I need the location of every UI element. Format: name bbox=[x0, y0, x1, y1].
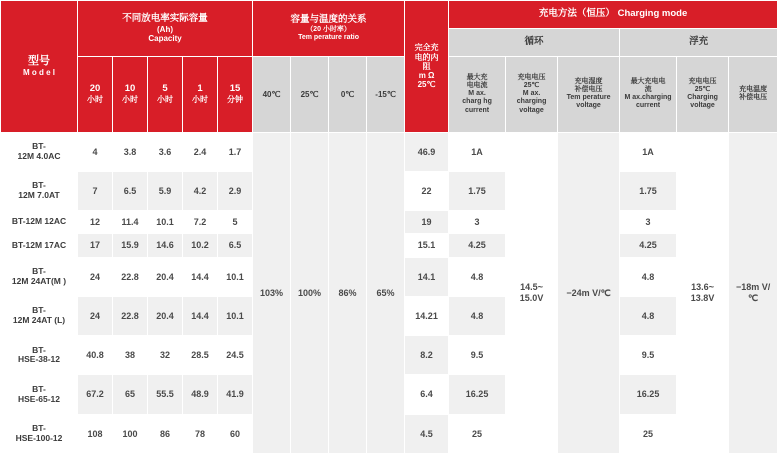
row-model: BT-12M 12AC bbox=[1, 211, 78, 234]
cell-capacity-5h: 3.6 bbox=[148, 132, 183, 171]
row-model: BT- 12M 7.0AT bbox=[1, 171, 78, 210]
header-cycle-temp-voltage: 充电湿度 补偿电压 Tem perature voltage bbox=[558, 57, 620, 132]
header-temp-minus15: -15℃ bbox=[367, 57, 405, 132]
cell-capacity-1h: 10.2 bbox=[183, 234, 218, 257]
cell-capacity-5h: 55.5 bbox=[148, 375, 183, 414]
cell-capacity-20h: 40.8 bbox=[78, 336, 113, 375]
row-model: BT- HSE-65-12 bbox=[1, 375, 78, 414]
cell-capacity-15min: 10.1 bbox=[218, 296, 253, 335]
cell-capacity-5h: 32 bbox=[148, 336, 183, 375]
header-capacity-10h: 10 小时 bbox=[113, 57, 148, 132]
cell-cycle-current: 9.5 bbox=[449, 336, 506, 375]
cell-capacity-1h: 2.4 bbox=[183, 132, 218, 171]
cell-capacity-20h: 108 bbox=[78, 414, 113, 453]
cell-float-current: 1.75 bbox=[620, 171, 677, 210]
cell-cycle-current: 16.25 bbox=[449, 375, 506, 414]
cell-capacity-10h: 100 bbox=[113, 414, 148, 453]
cell-float-current: 4.8 bbox=[620, 257, 677, 296]
cell-capacity-1h: 4.2 bbox=[183, 171, 218, 210]
cell-capacity-1h: 7.2 bbox=[183, 211, 218, 234]
cell-float-current: 1A bbox=[620, 132, 677, 171]
cell-cycle-current: 1.75 bbox=[449, 171, 506, 210]
cell-float-current: 16.25 bbox=[620, 375, 677, 414]
cell-cycle-current: 4.25 bbox=[449, 234, 506, 257]
cell-resistance: 8.2 bbox=[405, 336, 449, 375]
cell-capacity-5h: 5.9 bbox=[148, 171, 183, 210]
row-model: BT- HSE-100-12 bbox=[1, 414, 78, 453]
cell-cycle-voltage: 14.5~ 15.0V bbox=[506, 132, 558, 453]
cell-resistance: 14.21 bbox=[405, 296, 449, 335]
cell-cycle-current: 25 bbox=[449, 414, 506, 453]
cell-capacity-20h: 7 bbox=[78, 171, 113, 210]
cell-capacity-5h: 86 bbox=[148, 414, 183, 453]
cell-resistance: 6.4 bbox=[405, 375, 449, 414]
header-capacity-1h: 1 小时 bbox=[183, 57, 218, 132]
cell-cycle-temp-voltage: −24m V/℃ bbox=[558, 132, 620, 453]
header-cycle: 循环 bbox=[449, 29, 620, 57]
cell-capacity-1h: 28.5 bbox=[183, 336, 218, 375]
cell-capacity-15min: 24.5 bbox=[218, 336, 253, 375]
header-float-max-current: 最大充电电 流 M ax.charging current bbox=[620, 57, 677, 132]
header-capacity-5h: 5 小时 bbox=[148, 57, 183, 132]
cell-float-current: 3 bbox=[620, 211, 677, 234]
cell-float-temp-voltage: −18m V/℃ bbox=[729, 132, 777, 453]
cell-resistance: 19 bbox=[405, 211, 449, 234]
cell-capacity-10h: 22.8 bbox=[113, 296, 148, 335]
header-cycle-max-current: 最大充 电电流 M ax. charg hg current bbox=[449, 57, 506, 132]
cell-capacity-5h: 20.4 bbox=[148, 257, 183, 296]
header-row-1 bbox=[1, 1, 777, 29]
cell-capacity-10h: 22.8 bbox=[113, 257, 148, 296]
cell-capacity-15min: 6.5 bbox=[218, 234, 253, 257]
cell-capacity-15min: 5 bbox=[218, 211, 253, 234]
header-cycle-voltage: 充电电压 25℃ M ax. charging voltage bbox=[506, 57, 558, 132]
cell-float-current: 4.8 bbox=[620, 296, 677, 335]
cell-temp-25: 100% bbox=[291, 132, 329, 453]
row-model: BT- HSE-38-12 bbox=[1, 336, 78, 375]
cell-capacity-20h: 24 bbox=[78, 257, 113, 296]
cell-capacity-15min: 2.9 bbox=[218, 171, 253, 210]
cell-capacity-15min: 10.1 bbox=[218, 257, 253, 296]
cell-cycle-current: 3 bbox=[449, 211, 506, 234]
cell-temp-40: 103% bbox=[253, 132, 291, 453]
cell-resistance: 14.1 bbox=[405, 257, 449, 296]
header-capacity-20h: 20 小时 bbox=[78, 57, 113, 132]
header-model: 型号 M o d e l bbox=[1, 1, 78, 133]
cell-capacity-5h: 20.4 bbox=[148, 296, 183, 335]
cell-resistance: 46.9 bbox=[405, 132, 449, 171]
cell-float-current: 4.25 bbox=[620, 234, 677, 257]
cell-capacity-20h: 67.2 bbox=[78, 375, 113, 414]
cell-cycle-current: 4.8 bbox=[449, 257, 506, 296]
header-temp-0: 0℃ bbox=[329, 57, 367, 132]
row-model: BT-12M 17AC bbox=[1, 234, 78, 257]
cell-capacity-15min: 1.7 bbox=[218, 132, 253, 171]
header-float-temp-voltage: 充电温度 补偿电压 bbox=[729, 57, 777, 132]
cell-capacity-20h: 24 bbox=[78, 296, 113, 335]
cell-resistance: 4.5 bbox=[405, 414, 449, 453]
cell-capacity-20h: 12 bbox=[78, 211, 113, 234]
header-float: 浮充 bbox=[620, 29, 777, 57]
header-internal-resistance: 完全充 电的内 阻 m Ω 25℃ bbox=[405, 1, 449, 133]
header-temp-40: 40℃ bbox=[253, 57, 291, 132]
cell-capacity-5h: 14.6 bbox=[148, 234, 183, 257]
cell-capacity-10h: 15.9 bbox=[113, 234, 148, 257]
row-model: BT- 12M 24AT (L) bbox=[1, 296, 78, 335]
cell-cycle-current: 4.8 bbox=[449, 296, 506, 335]
header-temp-25: 25℃ bbox=[291, 57, 329, 132]
header-capacity-15min: 15 分钟 bbox=[218, 57, 253, 132]
header-charging-mode: 充电方法（恒压） Charging mode bbox=[449, 1, 777, 29]
cell-resistance: 15.1 bbox=[405, 234, 449, 257]
cell-capacity-10h: 6.5 bbox=[113, 171, 148, 210]
cell-float-voltage: 13.6~ 13.8V bbox=[677, 132, 729, 453]
cell-resistance: 22 bbox=[405, 171, 449, 210]
cell-capacity-20h: 17 bbox=[78, 234, 113, 257]
cell-capacity-15min: 41.9 bbox=[218, 375, 253, 414]
cell-cycle-current: 1A bbox=[449, 132, 506, 171]
cell-capacity-10h: 38 bbox=[113, 336, 148, 375]
header-row-3 bbox=[1, 57, 777, 132]
cell-capacity-15min: 60 bbox=[218, 414, 253, 453]
cell-capacity-10h: 65 bbox=[113, 375, 148, 414]
row-model: BT- 12M 24AT(M ) bbox=[1, 257, 78, 296]
cell-capacity-10h: 11.4 bbox=[113, 211, 148, 234]
cell-capacity-1h: 14.4 bbox=[183, 296, 218, 335]
cell-temp-0: 86% bbox=[329, 132, 367, 453]
cell-float-current: 9.5 bbox=[620, 336, 677, 375]
header-float-voltage: 充电电压 25℃ Charging voltage bbox=[677, 57, 729, 132]
cell-capacity-5h: 10.1 bbox=[148, 211, 183, 234]
cell-float-current: 25 bbox=[620, 414, 677, 453]
header-capacity: 不同放电率实际容量 (Ah) Capacity bbox=[78, 1, 253, 57]
cell-capacity-1h: 14.4 bbox=[183, 257, 218, 296]
cell-capacity-1h: 78 bbox=[183, 414, 218, 453]
cell-temp-minus15: 65% bbox=[367, 132, 405, 453]
cell-capacity-1h: 48.9 bbox=[183, 375, 218, 414]
header-temp-ratio: 容量与温度的关系 （20 小时率） Tem perature ratio bbox=[253, 1, 405, 57]
cell-capacity-20h: 4 bbox=[78, 132, 113, 171]
table-row bbox=[1, 132, 777, 171]
row-model: BT- 12M 4.0AC bbox=[1, 132, 78, 171]
cell-capacity-10h: 3.8 bbox=[113, 132, 148, 171]
